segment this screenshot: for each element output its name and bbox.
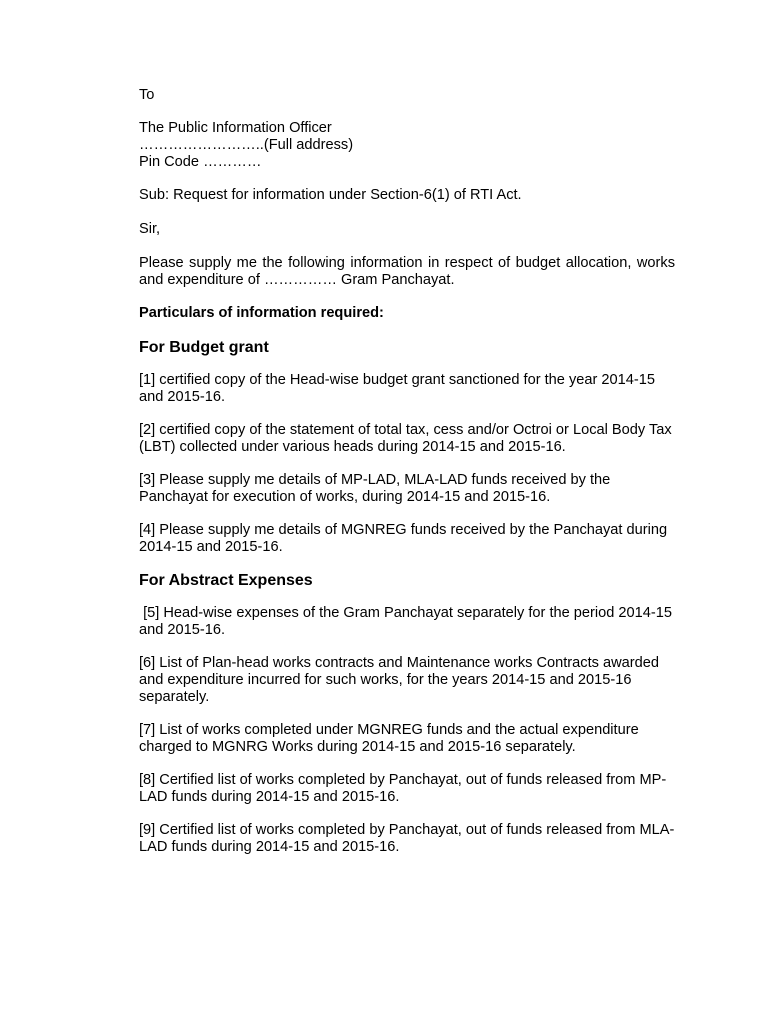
expenses-section-heading: For Abstract Expenses xyxy=(139,572,313,589)
list-item: [8] Certified list of works completed by Panchayat, out of funds released from MP-LAD funds during 2014-15 and 2015-16. xyxy=(139,772,667,805)
letter-to: To xyxy=(139,87,155,103)
recipient-pin-code: Pin Code ………… xyxy=(139,154,262,170)
particulars-heading: Particulars of information required: xyxy=(139,305,384,321)
recipient-full-address: ……………………..(Full address) xyxy=(139,137,354,153)
letter-body xyxy=(139,87,675,856)
letter-subject: Sub: Request for information under Section-6(1) of RTI Act. xyxy=(139,187,522,203)
expenses-items-list xyxy=(139,605,675,856)
letter-intro: Please supply me the following information in respect of budget allocation, works and expenditure of …………… Gram Panchayat. xyxy=(139,255,675,288)
list-item: [9] Certified list of works completed by Panchayat, out of funds released from MLA-LAD funds during 2014-15 and 2015-16. xyxy=(139,822,675,855)
list-item: [5] Head-wise expenses of the Gram Panchayat separately for the period 2014-15 and 2015-16. xyxy=(139,605,677,638)
letter-salutation: Sir, xyxy=(139,221,161,237)
list-item: [1] certified copy of the Head-wise budget grant sanctioned for the year 2014-15 and 2015-16. xyxy=(139,372,655,405)
list-item: [6] List of Plan-head works contracts and Maintenance works Contracts awarded and expenditure incurred for such works, for the years 2014-15 and 2015-16 separately. xyxy=(139,655,659,705)
list-item: [3] Please supply me details of MP-LAD, MLA-LAD funds received by the Panchayat for execution of works, during 2014-15 and 2015-16. xyxy=(139,472,611,505)
recipient-title: The Public Information Officer xyxy=(139,120,332,136)
list-item: [2] certified copy of the statement of total tax, cess and/or Octroi or Local Body Tax (LBT) collected under various heads during 2014-15 and 2015-16. xyxy=(139,422,672,455)
recipient-address xyxy=(139,120,675,171)
budget-section-heading: For Budget grant xyxy=(139,339,269,356)
budget-items-list xyxy=(139,372,675,556)
list-item: [7] List of works completed under MGNREG funds and the actual expenditure charged to MGNRG Works during 2014-15 and 2015-16 separately. xyxy=(139,722,639,755)
list-item: [4] Please supply me details of MGNREG funds received by the Panchayat during 2014-15 and 2015-16. xyxy=(139,522,668,555)
